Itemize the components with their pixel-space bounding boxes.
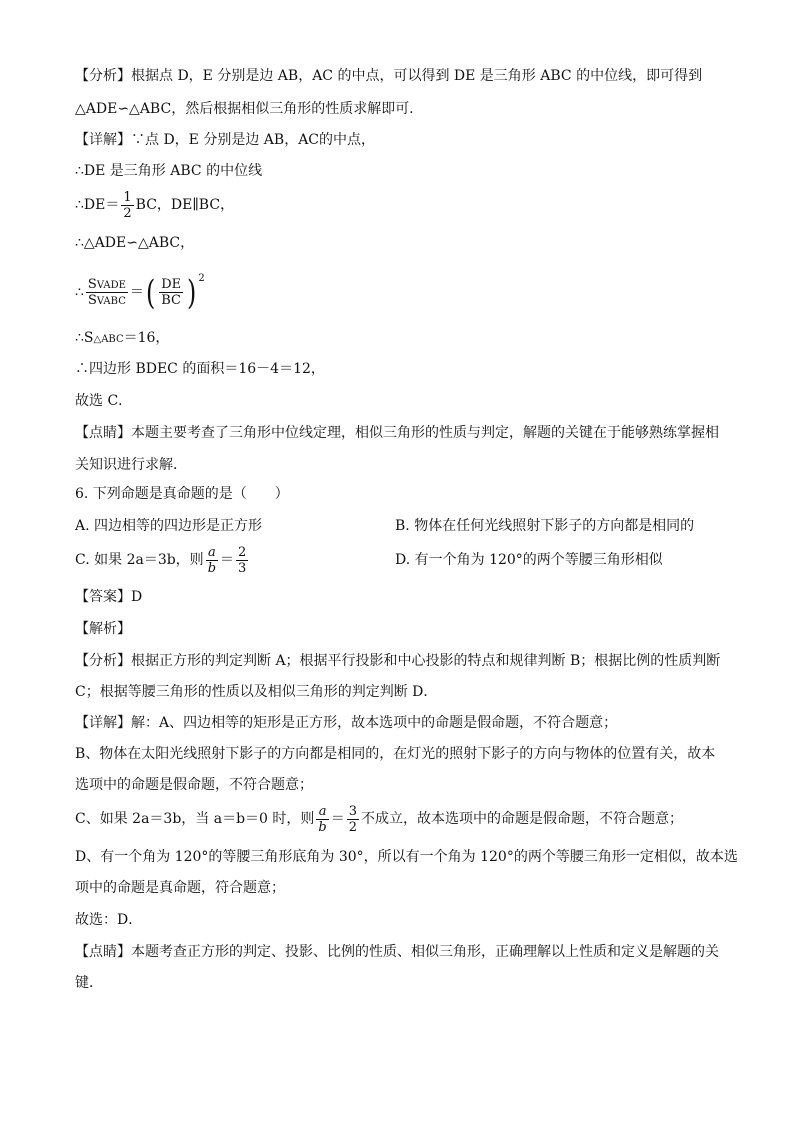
equals: ＝ bbox=[129, 284, 144, 301]
denominator: 2 bbox=[123, 205, 132, 221]
text: ∴S bbox=[75, 330, 94, 346]
numerator: 3 bbox=[348, 803, 358, 819]
detail1-line7: ∴四边形 BDEC 的面积＝16－4＝12， bbox=[75, 361, 325, 377]
comment2-line2: 键． bbox=[75, 975, 103, 991]
question6-option-c bbox=[75, 542, 250, 578]
analysis-bracket: 【分析】 bbox=[75, 68, 131, 84]
comment-text: 本题考查正方形的判定、投影、比例的性质、相似三角形，正确理解以上性质和定义是解题的关 bbox=[131, 944, 719, 960]
denominator: b bbox=[207, 560, 217, 576]
answer-value: D bbox=[131, 589, 143, 605]
right-paren: ) bbox=[187, 272, 197, 313]
detail-text: ∵点 D，E 分别是边 AB，AC的中点， bbox=[131, 132, 376, 148]
text: ∴DE＝ bbox=[75, 197, 120, 213]
fraction-half bbox=[121, 191, 133, 220]
text: 不成立，故本选项中的命题是假命题，不符合题意； bbox=[361, 811, 684, 827]
detail2-line1 bbox=[75, 713, 617, 733]
question6-option-d: D. 有一个角为 120°的两个等腰三角形相似 bbox=[395, 552, 663, 568]
analysis2-line1 bbox=[75, 651, 720, 671]
subscript: △ABC bbox=[93, 334, 124, 345]
comment-text: 本题主要考查了三角形中位线定理，相似三角形的性质与判定，解题的关键在于能够熟练掌握相 bbox=[131, 425, 719, 441]
equals: ＝ bbox=[330, 811, 345, 827]
subscript: VABC bbox=[96, 296, 126, 308]
denominator: b bbox=[318, 819, 327, 835]
question6-option-b: B. 物体在任何光线照射下影子的方向都是相同的 bbox=[395, 518, 695, 534]
answer-line bbox=[75, 587, 142, 607]
fraction-2-3 bbox=[236, 546, 248, 575]
detail1-line1 bbox=[75, 130, 375, 150]
detail2-line4 bbox=[75, 800, 683, 838]
detail2-line2: B、物体在太阳光线照射下影子的方向都是相同的，在灯光的照射下影子的方向与物体的位置有关，故本 bbox=[75, 746, 716, 762]
numerator: a bbox=[316, 805, 328, 820]
detail-text: 解：A、四边相等的矩形是正方形，故本选项中的命题是假命题，不符合题意； bbox=[131, 715, 618, 731]
denominator: 3 bbox=[238, 560, 247, 576]
denominator: BC bbox=[161, 293, 182, 309]
fraction-a-b bbox=[316, 805, 328, 834]
numerator: DE bbox=[161, 277, 182, 293]
answer-bracket: 【答案】 bbox=[75, 589, 131, 605]
numerator: 2 bbox=[238, 544, 247, 560]
comment2-line1 bbox=[75, 942, 719, 962]
text: ＝16， bbox=[123, 330, 170, 346]
comment-bracket: 【点睛】 bbox=[75, 944, 131, 960]
text: C. 如果 2a＝3b，则 bbox=[75, 552, 204, 568]
detail1-line5 bbox=[75, 264, 205, 318]
fraction-a-b bbox=[206, 546, 218, 575]
therefore: ∴ bbox=[75, 284, 84, 301]
numerator bbox=[86, 278, 128, 293]
detail2-line3: 选项中的命题是假命题，不符合题意； bbox=[75, 777, 313, 793]
s-symbol: S bbox=[87, 293, 97, 309]
detail1-line8: 故选 C． bbox=[75, 393, 133, 409]
analysis2-line2: C；根据等腰三角形的性质以及相似三角形的判定判断 D． bbox=[75, 684, 438, 700]
s-symbol: S bbox=[87, 277, 97, 293]
detail1-line6 bbox=[75, 328, 169, 350]
denominator bbox=[86, 293, 128, 307]
analysis1-line2: △ADE∽△ABC，然后根据相似三角形的性质求解即可. bbox=[75, 101, 414, 117]
detail2-line6: 项中的命题是真命题，符合题意； bbox=[75, 880, 285, 896]
comment1-line2: 关知识进行求解. bbox=[75, 457, 178, 473]
detail-bracket: 【详解】 bbox=[75, 132, 131, 148]
fraction-de-bc bbox=[159, 278, 183, 307]
detail1-line4: ∴△ADE∽△ABC， bbox=[75, 235, 195, 251]
detail2-line7: 故选：D． bbox=[75, 912, 143, 928]
detail1-line2: ∴DE 是三角形 ABC 的中位线 bbox=[75, 163, 263, 179]
exponent: 2 bbox=[198, 273, 205, 284]
comment1-line1 bbox=[75, 423, 719, 443]
analysis-text: 根据点 D，E 分别是边 AB，AC 的中点，可以得到 DE 是三角形 ABC 的中位线，即可得到 bbox=[131, 68, 703, 84]
left-paren: ( bbox=[145, 272, 156, 313]
subscript: VADE bbox=[96, 280, 126, 292]
analysis-text: 根据正方形的判定判断 A；根据平行投影和中心投影的特点和规律判断 B；根据比例的性质判断 bbox=[131, 653, 721, 669]
comment-bracket: 【点睛】 bbox=[75, 425, 131, 441]
detail1-line3 bbox=[75, 190, 234, 220]
jiexi-label: 【解析】 bbox=[75, 621, 131, 637]
question6-option-a: A. 四边相等的四边形是正方形 bbox=[75, 518, 263, 534]
fraction-3-2 bbox=[347, 805, 359, 834]
detail-bracket: 【详解】 bbox=[75, 715, 131, 731]
numerator: a bbox=[206, 546, 218, 561]
numerator: 1 bbox=[123, 189, 132, 205]
equals: ＝ bbox=[220, 552, 235, 568]
denominator: 2 bbox=[348, 819, 358, 835]
fraction-area-ratio bbox=[86, 278, 128, 307]
question6-stem: 6. 下列命题是真命题的是（ ） bbox=[75, 486, 289, 502]
detail2-line5: D、有一个角为 120°的等腰三角形底角为 30°，所以有一个角为 120°的两个等腰三角形一定相似，故本选 bbox=[75, 849, 738, 865]
analysis-bracket: 【分析】 bbox=[75, 653, 131, 669]
analysis1-line1 bbox=[75, 66, 702, 86]
text: C、如果 2a＝3b，当 a＝b＝0 时，则 bbox=[75, 811, 315, 827]
text: BC，DE∥BC， bbox=[135, 197, 235, 213]
